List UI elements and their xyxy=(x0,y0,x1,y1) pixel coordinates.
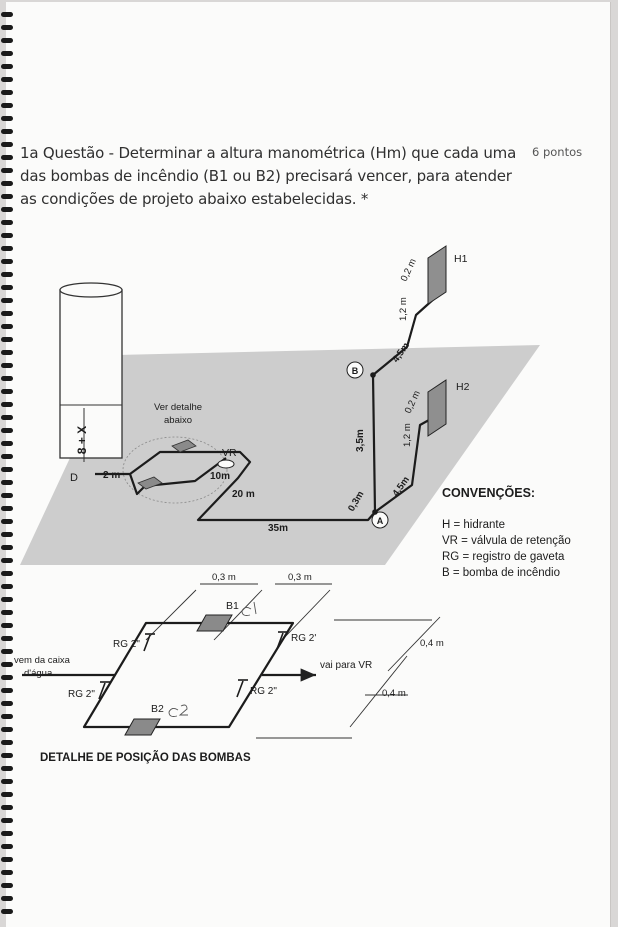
convention-hydrant: H = hidrante xyxy=(442,519,505,531)
convention-gate-valve: RG = registro de gaveta xyxy=(442,551,565,563)
handwritten-c2 xyxy=(169,705,188,717)
detail-note-line1: Ver detalhe xyxy=(153,402,203,413)
detail-dim-left: 0,3 m xyxy=(212,572,236,583)
node-b xyxy=(347,362,363,378)
inlet-label-line1: vem da caixa xyxy=(14,655,70,666)
conventions-title: CONVENÇÕES: xyxy=(442,486,536,500)
pump-b2 xyxy=(125,719,160,735)
length-h2-vertical: 1,2 m xyxy=(402,423,413,447)
rg-b1-left: RG 2" xyxy=(113,639,140,650)
hydrant-h2-label: H2 xyxy=(456,381,470,393)
rg-b1-right: RG 2' xyxy=(291,633,317,644)
hydrant-h1-label: H1 xyxy=(454,253,468,265)
vr-label: VR xyxy=(222,447,237,459)
detail-title: DETALHE DE POSIÇÃO DAS BOMBAS xyxy=(40,752,251,764)
rg-b2-right: RG 2" xyxy=(250,686,277,697)
length-h1-vertical: 1,2 m xyxy=(398,297,409,321)
pump-b1-label: B1 xyxy=(226,600,239,612)
label-d: D xyxy=(70,472,78,484)
question-points: 6 pontos xyxy=(532,145,583,159)
length-tank-to-pumps: 2 m xyxy=(103,470,121,481)
pump-b2-label: B2 xyxy=(151,703,164,715)
convention-check-valve: VR = válvula de retenção xyxy=(442,535,571,547)
check-valve-icon xyxy=(218,460,234,468)
rg-b2-left: RG 2" xyxy=(68,689,95,700)
svg-text:A: A xyxy=(376,516,384,526)
length-bottom-segment: 35m xyxy=(268,523,289,534)
detail-dim-right: 0,3 m xyxy=(288,572,312,583)
convention-pump: B = bomba de incêndio xyxy=(442,567,560,579)
detail-note-line2: abaixo xyxy=(164,415,192,426)
tank-level-label: 8 + X xyxy=(75,425,89,455)
svg-text:B: B xyxy=(351,366,359,376)
hydrant-h1 xyxy=(428,246,446,304)
reservoir-tank xyxy=(60,283,122,462)
length-vr-segment: 10m xyxy=(210,471,231,482)
detail-dim-04-top: 0,4 m xyxy=(420,638,444,649)
detail-dim-04-bottom: 0,4 m xyxy=(382,688,406,699)
node-b-joint xyxy=(370,372,376,378)
detail-dimension-lines xyxy=(146,584,440,738)
node-a-joint xyxy=(372,509,378,515)
inlet-label-line2: d'água xyxy=(24,668,53,679)
outlet-label: vai para VR xyxy=(320,660,373,671)
length-h2-branch: 0,2 m xyxy=(402,389,423,416)
length-a-to-h2: 4,5m xyxy=(390,474,412,499)
pump-b1 xyxy=(197,615,232,631)
length-b-to-h1: 4,5m xyxy=(390,340,412,365)
length-riser-b: 3,5m xyxy=(355,429,366,452)
length-down-segment: 20 m xyxy=(232,489,255,500)
length-h1-branch: 0,2 m xyxy=(398,257,419,284)
question-title: 1a Questão - Determinar a altura manométrica (Hm) que cada uma das bombas de incêndio (B1 ou B2) precisará vencer, para atender as condições de projeto abaixo estabelecidas. * xyxy=(20,144,517,208)
length-riser-a: 0,3m xyxy=(346,489,367,514)
